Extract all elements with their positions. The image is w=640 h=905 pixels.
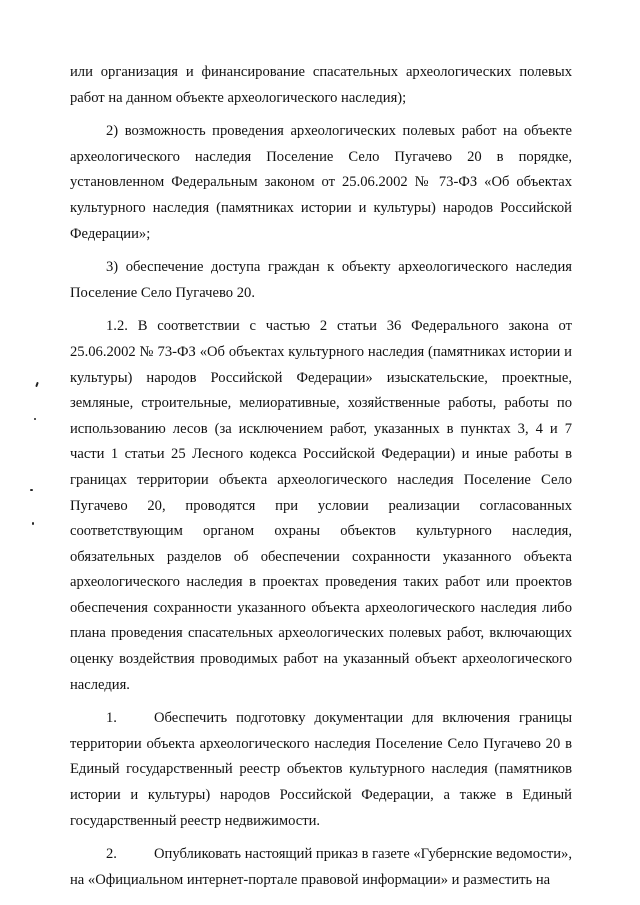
paragraph-point-2: 2) возможность проведения археологических полевых работ на объекте археологического наследия Поселение Село Пугачево 20 в порядке, установленном Федеральным законом от 25.06.2002 № 73-ФЗ «Об объектах культурного наследия (памятниках истории и культуры) народов Российской Федерации»;: [70, 123, 572, 242]
item-text: Обеспечить подготовку документации для включения границы территории объекта археологического наследия Поселение Село Пугачево 20 в Единый государственный реестр объектов культурного наследия (памятников истории и культуры) народов Российской Федерации, а также в Единый государственный реестр недвижимости.: [70, 710, 572, 829]
numbered-item-2: [70, 842, 572, 893]
item-number: 1.: [106, 710, 117, 727]
scan-speck: [34, 418, 36, 420]
paragraph-point-3: 3) обеспечение доступа граждан к объекту археологического наследия Поселение Село Пугачево 20.: [70, 259, 572, 301]
scan-speck: [35, 382, 39, 387]
scan-speck: [30, 489, 33, 491]
paragraph-section-1-2: 1.2. В соответствии с частью 2 статьи 36 Федерального закона от 25.06.2002 № 73-ФЗ «Об объектах культурного наследия (памятниках истории и культуры) народов Российской Федерации» изыскательские, проектные, земляные, строительные, мелиоративные, хозяйственные работы, работы по использованию лесов (за исключением работ, указанных в пунктах 3, 4 и 7 части 1 статьи 25 Лесного кодекса Российской Федерации) и иные работы в границах территории объекта археологического наследия Поселение Село Пугачево 20, проводятся при условии реализации согласованных соответствующим органом охраны объектов культурного наследия, обязательных разделов об обеспечении сохранности указанного объекта археологического наследия в проектах проведения таких работ или проектов обеспечения сохранности указанного объекта археологического наследия либо плана проведения спасательных археологических полевых работ, включающих оценку воздействия проводимых работ на указанный объект археологического наследия.: [70, 318, 572, 693]
numbered-item-1: [70, 706, 572, 834]
scan-speck: [32, 522, 34, 525]
paragraph-continuation: или организация и финансирование спасательных археологических полевых работ на данном объекте археологического наследия);: [70, 64, 572, 106]
document-page: [70, 60, 572, 888]
item-text: Опубликовать настоящий приказ в газете «Губернские ведомости», на «Официальном интернет-портале правовой информации» и разместить на: [70, 846, 572, 888]
item-number: 2.: [106, 846, 117, 863]
